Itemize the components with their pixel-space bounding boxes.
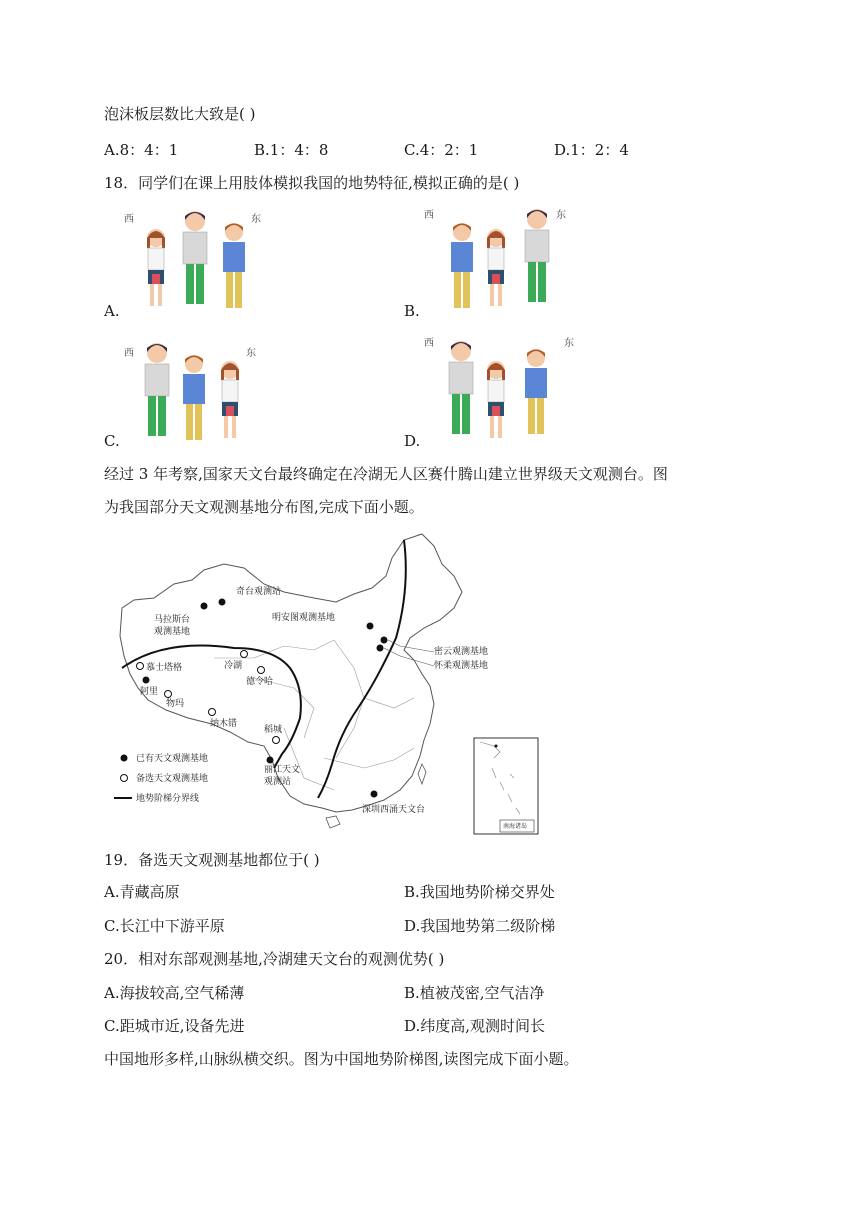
short-girl-figure (144, 226, 168, 312)
south-china-sea-inset (474, 738, 538, 834)
musitage-label: 慕士塔格 (146, 663, 183, 673)
q17-stem-tail: 泡沫板层数比大致是( ) (104, 105, 256, 123)
q18-option-d-figure (404, 334, 584, 454)
q19-option-c: C.长江中下游平原 (104, 917, 225, 935)
short-girl-figure (484, 358, 508, 444)
short-girl-figure (484, 226, 508, 312)
q18-option-b-figure (404, 202, 584, 322)
tall-boy-figure (142, 340, 172, 444)
tall-boy-figure (180, 208, 210, 312)
qitai-existing-marker (219, 599, 226, 606)
q17-option-b: B.1：4：8 (254, 141, 329, 159)
east-label: 东 (246, 348, 256, 359)
huairou-label: 怀柔观测基地 (434, 661, 489, 671)
q20-option-b: B.植被茂密,空气洁净 (404, 984, 545, 1002)
intro-line-2: 为我国部分天文观测基地分布图,完成下面小题。 (104, 498, 424, 516)
inset-label: 南海诸岛 (503, 823, 528, 830)
delingha-label: 德令哈 (246, 677, 274, 687)
west-label: 西 (124, 348, 134, 359)
daocheng-candidate-marker (273, 737, 280, 744)
malasi-label-1: 马拉斯台 (154, 615, 191, 625)
option-c-letter: C. (104, 432, 120, 450)
tall-boy-figure (522, 206, 552, 310)
option-a-letter: A. (104, 302, 120, 320)
q20-stem: 20．相对东部观测基地,冷湖建天文台的观测优势( ) (104, 950, 445, 968)
west-label: 西 (424, 210, 434, 221)
qitai-label: 奇台观测站 (236, 587, 282, 597)
legend-existing: 已有天文观测基地 (136, 754, 209, 764)
east-label: 东 (251, 214, 261, 225)
q20-option-c: C.距城市近,设备先进 (104, 1017, 245, 1035)
legend-candidate: 备选天文观测基地 (136, 774, 209, 784)
miyun-existing-marker (381, 637, 388, 644)
q20-option-d: D.纬度高,观测时间长 (404, 1017, 546, 1035)
q19-option-d: D.我国地势第二级阶梯 (404, 917, 556, 935)
outro-text: 中国地形多样,山脉纵横交织。图为中国地势阶梯图,读图完成下面小题。 (104, 1050, 579, 1068)
intro-line-1: 经过 3 年考察,国家天文台最终确定在冷湖无人区赛什腾山建立世界级天文观测台。图 (104, 465, 668, 483)
q18-option-a-figure (104, 202, 284, 322)
malasi-label-2: 观测基地 (154, 627, 191, 637)
malasi-existing-marker (201, 603, 208, 610)
q17-option-d: D.1：2：4 (554, 141, 629, 159)
medium-boy-figure (522, 346, 550, 438)
lijiang-existing-marker (267, 757, 274, 764)
medium-boy-figure (220, 220, 248, 312)
option-b-letter: B. (404, 302, 420, 320)
daocheng-label: 稻城 (264, 725, 283, 735)
namucuo-label: 纳木错 (210, 719, 238, 729)
lijiang-label-1: 丽江天文 (264, 765, 301, 775)
namucuo-candidate-marker (209, 709, 216, 716)
q19-stem: 19．备选天文观测基地都位于( ) (104, 851, 320, 869)
shenzhen-label: 深圳西涌天文台 (362, 805, 426, 815)
lenghu-label: 冷湖 (224, 661, 243, 671)
musitage-candidate-marker (137, 663, 144, 670)
east-label: 东 (556, 210, 566, 221)
tall-boy-figure (446, 338, 476, 442)
q17-option-c: C.4：2：1 (404, 141, 479, 159)
q20-option-a: A.海拔较高,空气稀薄 (104, 984, 245, 1002)
east-label: 东 (564, 338, 574, 349)
west-label: 西 (424, 338, 434, 349)
miyun-label: 密云观测基地 (434, 647, 489, 657)
legend-step-boundary: 地势阶梯分界线 (136, 794, 200, 804)
lijiang-label-2: 观测站 (264, 777, 292, 787)
delingha-candidate-marker (258, 667, 265, 674)
wuma-candidate-marker (165, 691, 172, 698)
medium-boy-figure (180, 352, 208, 444)
q18-stem: 18．同学们在课上用肢体模拟我国的地势特征,模拟正确的是( ) (104, 174, 520, 192)
ali-label: 阿里 (140, 687, 159, 697)
shenzhen-existing-marker (371, 791, 378, 798)
west-label: 西 (124, 214, 134, 225)
wuma-label: 物玛 (166, 699, 185, 709)
option-d-letter: D. (404, 432, 421, 450)
huairou-existing-marker (377, 645, 384, 652)
medium-boy-figure (448, 220, 476, 312)
minganTu-existing-marker (367, 623, 374, 630)
minganTu-label: 明安图观测基地 (272, 613, 336, 623)
q19-option-a: A.青藏高原 (104, 883, 180, 901)
china-observatory-map (104, 528, 544, 838)
q17-option-a: A.8：4：1 (104, 141, 179, 159)
q19-option-b: B.我国地势阶梯交界处 (404, 883, 555, 901)
ali-existing-marker (143, 677, 150, 684)
lenghu-candidate-marker (241, 651, 248, 658)
q18-option-c-figure (104, 334, 284, 454)
short-girl-figure (218, 358, 242, 444)
